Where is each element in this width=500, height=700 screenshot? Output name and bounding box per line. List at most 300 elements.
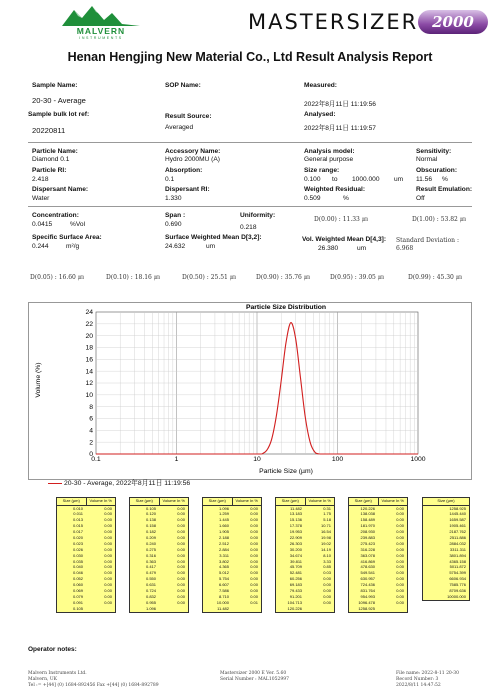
size-cell: 0.832 <box>145 593 156 599</box>
size-cell: 17.378 <box>289 523 302 529</box>
size-cell: 0.316 <box>145 552 156 558</box>
size-cell: 60.256 <box>289 576 302 582</box>
particle-ri: 2.418 <box>32 176 49 183</box>
volume-cell: 0.00 <box>177 576 185 582</box>
bulk-lot: 20220811 <box>32 126 66 135</box>
volume-cell: 0.00 <box>323 593 331 599</box>
product-name: MASTERSIZER <box>248 10 419 34</box>
col-size-header: Size (µm) <box>437 498 455 503</box>
size-cell: 478.630 <box>360 564 375 570</box>
volume-cell: 0.00 <box>104 570 112 576</box>
volume-cell: 19.98 <box>320 534 331 540</box>
weighted-residual-unit: % <box>343 195 349 202</box>
volume-cell: 0.00 <box>396 599 404 605</box>
table-row <box>349 606 407 612</box>
sop-name-label: SOP Name: <box>165 82 201 89</box>
volume-cell: 0.00 <box>104 599 112 605</box>
size-cell: 6606.934 <box>449 576 466 582</box>
size-cell: 2.884 <box>218 546 229 552</box>
size-cell: 8709.636 <box>449 587 466 593</box>
volume-cell: 0.00 <box>396 564 404 570</box>
d-value: D(0.95) : 39.05 ㎛ <box>330 274 384 281</box>
volume-cell: 0.85 <box>323 564 331 570</box>
sensitivity-label: Sensitivity: <box>416 148 452 155</box>
size-cell: 0.363 <box>145 558 156 564</box>
volume-cell: 0.00 <box>323 576 331 582</box>
size-cell: 5.754 <box>218 576 229 582</box>
volume-cell: 0.00 <box>104 540 112 546</box>
volume-cell: 0.00 <box>396 576 404 582</box>
volume-cell: 0.00 <box>177 599 185 605</box>
volume-cell: 0.00 <box>396 593 404 599</box>
span: 0.690 <box>165 221 182 228</box>
size-cell: 0.724 <box>145 587 156 593</box>
volume-cell: 0.00 <box>250 511 258 517</box>
size-cell: 0.479 <box>145 570 156 576</box>
volume-cell: 0.00 <box>177 570 185 576</box>
volume-cell <box>305 606 334 612</box>
size-cell: 0.046 <box>72 570 83 576</box>
volume-cell: 0.00 <box>104 558 112 564</box>
size-cell: 0.091 <box>72 599 83 605</box>
table-row <box>57 606 115 612</box>
size-cell: 5.012 <box>218 570 229 576</box>
d-value: D(0.10) : 18.16 ㎛ <box>106 274 160 281</box>
y-tick-label: 6 <box>89 415 93 423</box>
table-row <box>423 594 469 600</box>
size-table-2 <box>129 497 189 613</box>
volume-cell: 8.10 <box>323 552 331 558</box>
volume-cell: 1.75 <box>323 511 331 517</box>
size-cell: 0.240 <box>145 540 156 546</box>
table-header <box>423 498 469 506</box>
footer-company: Malvern Instruments Ltd. <box>28 671 87 676</box>
ssa-unit: m²/g <box>66 243 80 250</box>
size-table-1 <box>56 497 116 613</box>
y-tick-label: 16 <box>85 356 93 364</box>
brand-sub: INSTRUMENTS <box>79 36 123 40</box>
divider <box>28 142 472 143</box>
size-cell: 120.226 <box>287 605 302 611</box>
volume-cell: 0.00 <box>250 582 258 588</box>
volume-cell: 0.01 <box>250 599 258 605</box>
volume-cell: 19.02 <box>320 540 331 546</box>
volume-cell: 0.00 <box>250 570 258 576</box>
size-cell: 1258.925 <box>358 605 375 611</box>
size-cell: 181.970 <box>360 523 375 529</box>
volume-cell: 0.00 <box>104 552 112 558</box>
size-cell: 52.481 <box>289 570 302 576</box>
volume-cell: 3.33 <box>323 558 331 564</box>
volume-cell: 0.00 <box>177 546 185 552</box>
sample-name: 20-30 - Average <box>32 96 86 105</box>
chart-grid <box>96 312 418 454</box>
volume-cell: 0.00 <box>396 552 404 558</box>
volume-cell: 0.00 <box>177 511 185 517</box>
x-tick-label: 10 <box>253 456 261 463</box>
size-cell: 3311.311 <box>449 546 466 552</box>
absorption: 0.1 <box>165 176 175 183</box>
uniformity: 0.218 <box>240 224 257 231</box>
size-cell: 0.120 <box>145 511 156 517</box>
volume-cell: 16.54 <box>320 529 331 535</box>
size-cell: 4.365 <box>218 564 229 570</box>
size-cell: 0.209 <box>145 534 156 540</box>
footer-serial: Serial Number : MAL1052997 <box>220 677 289 682</box>
size-cell: 0.020 <box>72 534 83 540</box>
span-label: Span : <box>165 212 186 219</box>
size-cell: 1.259 <box>218 511 229 517</box>
obscuration-unit: % <box>442 176 448 183</box>
analysed: 2022年8月11日 11:19:57 <box>304 125 376 132</box>
y-tick-label: 22 <box>85 321 93 329</box>
volume-cell: 0.00 <box>396 511 404 517</box>
size-cell: 4365.158 <box>449 558 466 564</box>
particle-name: Diamond 0.1 <box>32 156 70 163</box>
footer-record-number: Record Number: 3 <box>396 677 439 682</box>
size-range-low: 0.100 <box>304 176 321 183</box>
footer-software: Mastersizer 2000 E Ver. 5.60 <box>220 671 287 676</box>
dispersant-name-label: Dispersant Name: <box>32 186 89 193</box>
ssa-label: Specific Surface Area: <box>32 234 102 241</box>
size-range-unit: um <box>394 176 404 183</box>
table-row <box>130 606 188 612</box>
volume-cell: 0.00 <box>250 517 258 523</box>
y-tick-label: 4 <box>89 427 93 435</box>
volume-cell: 0.00 <box>396 529 404 535</box>
accessory: Hydro 2000MU (A) <box>165 156 220 163</box>
y-tick-label: 18 <box>85 344 93 352</box>
size-cell: 724.436 <box>360 582 375 588</box>
size-cell: 0.060 <box>72 582 83 588</box>
result-source-label: Result Source: <box>165 113 212 120</box>
size-cell: 2884.032 <box>449 540 466 546</box>
x-axis-label: Particle Size (µm) <box>259 468 313 475</box>
size-cell: 2511.886 <box>449 534 466 540</box>
footer-location: Malvern, UK <box>28 677 57 682</box>
y-tick-label: 14 <box>85 368 93 376</box>
table-header <box>130 498 188 506</box>
volume-cell: 0.00 <box>396 523 404 529</box>
footer-date: 2022/8/11 14:47:52 <box>396 683 441 688</box>
size-cell: 0.017 <box>72 529 83 535</box>
legend-swatch <box>48 483 62 484</box>
volume-cell: 0.00 <box>177 587 185 593</box>
size-cell: 0.035 <box>72 558 83 564</box>
size-cell: 138.038 <box>360 511 375 517</box>
size-cell: 0.631 <box>145 582 156 588</box>
volume-cell: 0.00 <box>104 511 112 517</box>
size-cell: 5754.399 <box>449 570 466 576</box>
col-size-header: Size (µm) <box>135 498 153 503</box>
size-cell: 79.433 <box>289 587 302 593</box>
volume-cell: 0.00 <box>323 582 331 588</box>
operator-notes-label: Operator notes: <box>28 646 77 653</box>
volume-cell: 0.00 <box>396 534 404 540</box>
volume-cell: 0.00 <box>250 534 258 540</box>
size-cell: 0.013 <box>72 517 83 523</box>
dispersant-ri: 1.330 <box>165 195 182 202</box>
vol-mean-unit: um <box>357 245 367 252</box>
col-volume-header: Volume In % <box>305 498 335 505</box>
volume-cell: 0.00 <box>104 587 112 593</box>
y-tick-label: 12 <box>85 380 93 388</box>
size-cell: 0.011 <box>73 511 83 517</box>
volume-cell: 14.19 <box>320 546 331 552</box>
size-cell: 7.586 <box>218 587 229 593</box>
legend-label: 20-30 - Average, 2022年8月11日 11:19:56 <box>64 480 191 487</box>
size-cell: 0.052 <box>72 576 83 582</box>
volume-cell: 0.00 <box>250 587 258 593</box>
size-cell: 2187.762 <box>449 529 466 535</box>
size-cell: 1.660 <box>218 523 229 529</box>
x-tick-label: 1 <box>174 456 179 463</box>
sensitivity: Normal <box>416 156 438 163</box>
size-cell: 1096.478 <box>358 599 375 605</box>
x-tick-label: 100 <box>331 456 344 463</box>
size-cell: 363.078 <box>360 552 375 558</box>
particle-name-label: Particle Name: <box>32 148 78 155</box>
x-tick-label: 0.1 <box>91 456 101 463</box>
table-header <box>276 498 334 506</box>
size-cell: 208.930 <box>360 529 375 535</box>
size-cell: 954.993 <box>360 593 375 599</box>
size-cell: 11.482 <box>290 505 302 511</box>
size-cell: 91.201 <box>289 593 302 599</box>
x-tick-label: 1000 <box>410 456 426 463</box>
concentration-label: Concentration: <box>32 212 79 219</box>
result-source: Averaged <box>165 124 194 131</box>
sample-name-label: Sample Name: <box>32 82 78 89</box>
size-cell: 0.023 <box>72 540 83 546</box>
size-cell: 2.188 <box>218 534 229 540</box>
size-cell: 45.709 <box>289 564 302 570</box>
volume-cell: 0.00 <box>250 505 258 511</box>
size-cell: 7585.776 <box>449 582 466 588</box>
size-cell: 10.000 <box>216 599 229 605</box>
size-cell: 104.713 <box>287 599 302 605</box>
volume-cell: 0.03 <box>323 570 331 576</box>
volume-cell: 0.00 <box>104 564 112 570</box>
y-axis-label: Volume (%) <box>35 362 42 398</box>
size-cell: 549.541 <box>360 570 375 576</box>
obscuration-label: Obscuration: <box>416 167 458 174</box>
volume-cell <box>86 606 115 612</box>
volume-cell: 0.00 <box>177 552 185 558</box>
size-cell: 0.275 <box>145 546 156 552</box>
size-cell: 1.905 <box>218 529 229 535</box>
footer-right <box>396 671 459 689</box>
volume-cell: 0.00 <box>177 540 185 546</box>
divider <box>28 206 472 207</box>
col-size-header: Size (µm) <box>208 498 226 503</box>
d00-value: D(0.00) : 11.33 ㎛ <box>314 216 368 223</box>
volume-cell: 0.00 <box>250 558 258 564</box>
size-cell: 0.550 <box>145 576 156 582</box>
size-range-high: 1000.000 <box>352 176 380 183</box>
y-tick-label: 20 <box>85 332 93 340</box>
volume-cell: 0.31 <box>323 505 331 511</box>
size-cell: 10000.000 <box>447 593 466 599</box>
sauter-unit: um <box>206 243 216 250</box>
malvern-logo <box>60 4 142 40</box>
volume-cell: 0.00 <box>104 593 112 599</box>
y-tick-label: 8 <box>89 403 93 411</box>
volume-cell: 0.00 <box>177 558 185 564</box>
volume-cell: 0.00 <box>250 552 258 558</box>
col-size-header: Size (µm) <box>62 498 80 503</box>
sauter: 24.632 <box>165 243 186 250</box>
report-title: Henan Hengjing New Material Co., Ltd Result Analysis Report <box>67 50 433 64</box>
absorption-label: Absorption: <box>165 167 203 174</box>
size-cell: 15.136 <box>289 517 302 523</box>
size-cell: 0.069 <box>72 587 83 593</box>
table-row <box>276 606 334 612</box>
size-cell: 2.512 <box>218 540 229 546</box>
volume-cell: 0.00 <box>177 534 185 540</box>
volume-cell: 0.00 <box>396 558 404 564</box>
size-cell: 39.811 <box>290 558 302 564</box>
bulk-lot-label: Sample bulk lot ref: <box>28 111 90 118</box>
size-cell: 1445.440 <box>449 511 466 517</box>
size-cell: 0.026 <box>72 546 83 552</box>
size-cell: 19.953 <box>289 529 302 535</box>
size-cell: 239.883 <box>360 534 375 540</box>
volume-cell: 0.00 <box>250 529 258 535</box>
size-cell: 26.303 <box>289 540 302 546</box>
volume-cell: 0.00 <box>104 517 112 523</box>
size-cell: 3.802 <box>218 558 229 564</box>
particle-ri-label: Particle RI: <box>32 167 67 174</box>
volume-cell: 0.00 <box>177 593 185 599</box>
size-cell: 0.105 <box>145 505 156 511</box>
dispersant-name: Water <box>32 195 50 202</box>
chart-title: Particle Size Distribution <box>245 304 327 311</box>
size-cell: 0.182 <box>145 529 156 535</box>
size-table-3 <box>202 497 262 613</box>
size-cell: 11.482 <box>217 605 229 611</box>
size-cell: 1.096 <box>145 605 156 611</box>
col-volume-header: Volume In % <box>86 498 116 505</box>
d-value: D(0.90) : 35.76 ㎛ <box>256 274 310 281</box>
size-cell: 34.674 <box>289 552 302 558</box>
result-emulation: Off <box>416 195 425 202</box>
product-badge: 2000 <box>418 10 488 34</box>
volume-cell: 5.18 <box>323 517 331 523</box>
volume-cell <box>159 606 188 612</box>
accessory-label: Accessory Name: <box>165 148 221 155</box>
std-dev-label: Standard Deviation : <box>396 237 459 244</box>
concentration: 0.0415 <box>32 221 53 228</box>
size-cell: 3801.894 <box>449 552 466 558</box>
table-row <box>203 606 261 612</box>
footer-center <box>220 671 289 683</box>
volume-cell: 0.00 <box>104 534 112 540</box>
size-cell: 0.955 <box>145 599 156 605</box>
volume-cell: 0.00 <box>104 582 112 588</box>
size-cell: 0.015 <box>72 523 83 529</box>
size-cell: 316.228 <box>360 546 375 552</box>
y-tick-label: 0 <box>89 451 93 459</box>
y-tick-label: 24 <box>85 309 93 317</box>
std-dev: 6.968 <box>396 245 414 252</box>
volume-cell: 0.00 <box>104 576 112 582</box>
table-header <box>57 498 115 506</box>
ssa: 0.244 <box>32 243 49 250</box>
col-size-header: Size (µm) <box>354 498 372 503</box>
size-cell: 69.183 <box>289 582 302 588</box>
volume-cell: 10.71 <box>320 523 331 529</box>
volume-cell: 0.00 <box>396 587 404 593</box>
measured: 2022年8月11日 11:19:56 <box>304 101 376 108</box>
volume-cell: 0.00 <box>396 582 404 588</box>
table-header <box>349 498 407 506</box>
footer-file-name: File name: 2022-8-11 20-30 <box>396 671 460 676</box>
size-cell: 416.869 <box>360 558 375 564</box>
sauter-label: Surface Weighted Mean D[3,2]: <box>165 234 262 241</box>
table-header <box>203 498 261 506</box>
size-cell: 6.607 <box>218 582 229 588</box>
size-cell: 22.909 <box>289 534 302 540</box>
vol-mean-label: Vol. Weighted Mean D[4,3]: <box>302 236 387 243</box>
volume-cell: 0.00 <box>396 540 404 546</box>
d-value: D(0.50) : 25.51 ㎛ <box>182 274 236 281</box>
size-cell: 0.105 <box>72 605 83 611</box>
size-cell: 1905.461 <box>449 523 466 529</box>
volume-cell <box>232 606 261 612</box>
size-cell: 120.226 <box>360 505 375 511</box>
result-emulation-label: Result Emulation: <box>416 186 473 193</box>
volume-cell: 0.00 <box>250 576 258 582</box>
volume-cell: 0.00 <box>250 593 258 599</box>
volume-cell: 0.00 <box>250 540 258 546</box>
volume-cell: 0.00 <box>104 523 112 529</box>
volume-cell: 0.00 <box>396 505 404 511</box>
weighted-residual: 0.509 <box>304 195 321 202</box>
volume-cell: 0.00 <box>323 599 331 605</box>
volume-cell: 0.00 <box>396 570 404 576</box>
volume-cell: 0.00 <box>177 529 185 535</box>
size-table-4 <box>275 497 335 613</box>
size-cell: 0.040 <box>72 564 83 570</box>
volume-cell: 0.00 <box>396 546 404 552</box>
vol-mean: 26.380 <box>318 245 339 252</box>
size-table-5 <box>348 497 408 613</box>
size-table-6 <box>422 497 470 601</box>
size-cell: 13.183 <box>289 511 302 517</box>
size-cell: 5011.872 <box>449 564 466 570</box>
size-cell: 158.489 <box>360 517 375 523</box>
volume-cell: 0.00 <box>104 505 112 511</box>
volume-cell: 0.00 <box>250 564 258 570</box>
analysis-model-label: Analysis model: <box>304 148 355 155</box>
uniformity-label: Uniformity: <box>240 212 276 219</box>
analysis-model: General purpose <box>304 156 354 163</box>
volume-cell: 0.00 <box>250 523 258 529</box>
size-range-to: to <box>332 176 338 183</box>
size-cell: 1.445 <box>218 517 229 523</box>
footer-left <box>28 671 159 689</box>
d100-value: D(1.00) : 53.82 ㎛ <box>412 216 466 223</box>
weighted-residual-label: Weighted Residual: <box>304 186 366 193</box>
concentration-unit: %Vol <box>70 221 86 228</box>
measured-label: Measured: <box>304 82 337 89</box>
y-tick-label: 2 <box>89 439 93 447</box>
size-cell: 1258.925 <box>449 505 466 511</box>
col-volume-header: Volume In % <box>232 498 262 505</box>
chart-legend <box>48 477 190 487</box>
size-cell: 1659.587 <box>449 517 466 523</box>
